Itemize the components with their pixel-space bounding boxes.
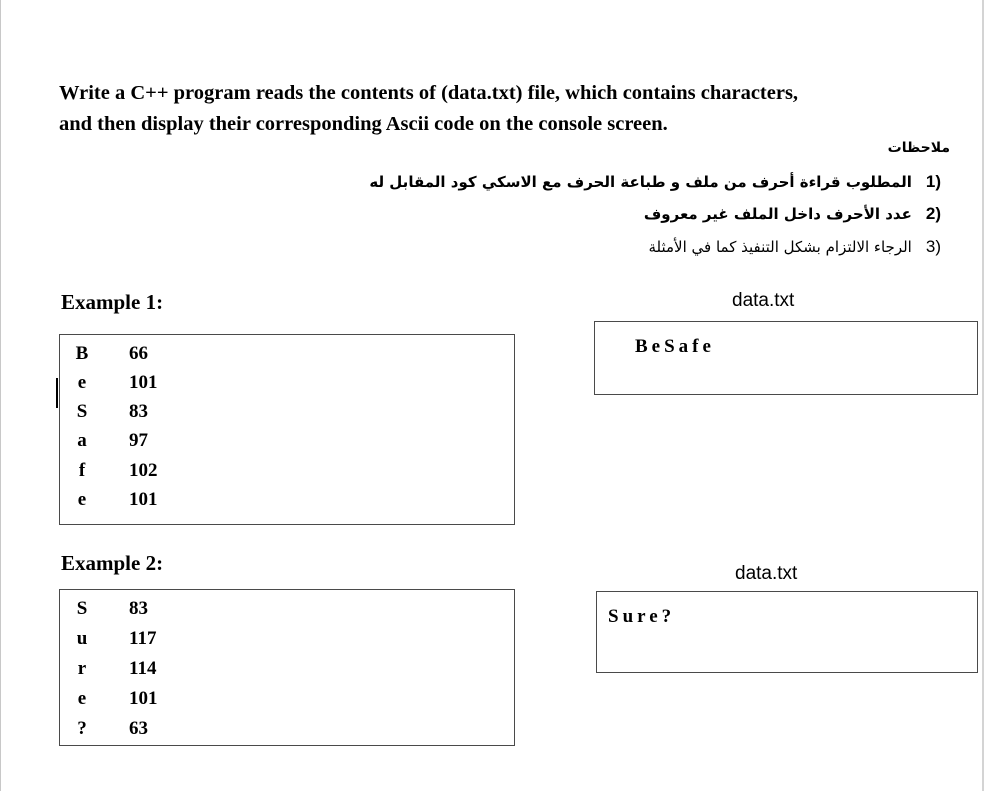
task-statement — [59, 78, 979, 140]
char-cell: a — [77, 430, 87, 451]
ascii-cell: 101 — [129, 688, 158, 709]
text-cursor — [56, 378, 58, 408]
note-3 — [648, 237, 941, 257]
char-cell: e — [77, 489, 87, 510]
example-2-file-box — [596, 591, 978, 673]
ascii-cell: 101 — [129, 489, 158, 510]
example-2-label: Example 2: — [61, 551, 164, 575]
note-2 — [644, 204, 941, 224]
task-line-2: and then display their corresponding Ascii code on the console screen. — [59, 113, 668, 135]
char-cell: S — [76, 401, 88, 422]
char-cell: f — [78, 460, 86, 481]
task-line-1: Write a C++ program reads the contents of (data.txt) file, which contains characters, — [59, 82, 799, 104]
example-1-file-content: BeSafe — [635, 336, 715, 357]
ascii-cell: 97 — [129, 430, 148, 451]
note-3-text: الرجاء الالتزام بشكل التنفيذ كما في الأمثلة — [648, 238, 912, 256]
char-cell: u — [76, 628, 88, 649]
notes-title: ملاحظات — [887, 140, 950, 156]
note-1 — [369, 172, 941, 192]
ascii-cell: 66 — [129, 343, 148, 364]
char-cell: B — [75, 343, 89, 364]
char-cell: e — [77, 372, 87, 393]
ascii-cell: 101 — [129, 372, 158, 393]
example-2-console-box — [59, 589, 515, 746]
example-1-console-box — [59, 334, 515, 525]
example-2-file-content: Sure? — [608, 606, 676, 627]
page-left-edge — [0, 0, 1, 791]
ascii-cell: 117 — [129, 628, 157, 649]
char-cell: ? — [77, 718, 87, 739]
ascii-cell: 83 — [129, 598, 148, 619]
ascii-cell: 102 — [129, 460, 158, 481]
char-cell: e — [77, 688, 87, 709]
example-2-file-label: data.txt — [735, 563, 798, 584]
char-cell: r — [77, 658, 87, 679]
example-1-file-box — [594, 321, 978, 395]
ascii-cell: 114 — [129, 658, 157, 679]
example-1-file-label: data.txt — [732, 290, 795, 311]
note-1-text: المطلوب قراءة أحرف من ملف و طباعة الحرف مع الاسكي كود المقابل له — [369, 173, 912, 191]
char-cell: S — [76, 598, 88, 619]
note-3-number: (3 — [925, 237, 941, 256]
example-1-label: Example 1: — [61, 290, 164, 314]
note-2-number: (2 — [925, 204, 941, 223]
note-2-text: عدد الأحرف داخل الملف غير معروف — [643, 205, 912, 223]
ascii-cell: 83 — [129, 401, 148, 422]
note-1-number: (1 — [925, 172, 941, 191]
ascii-cell: 63 — [129, 718, 148, 739]
